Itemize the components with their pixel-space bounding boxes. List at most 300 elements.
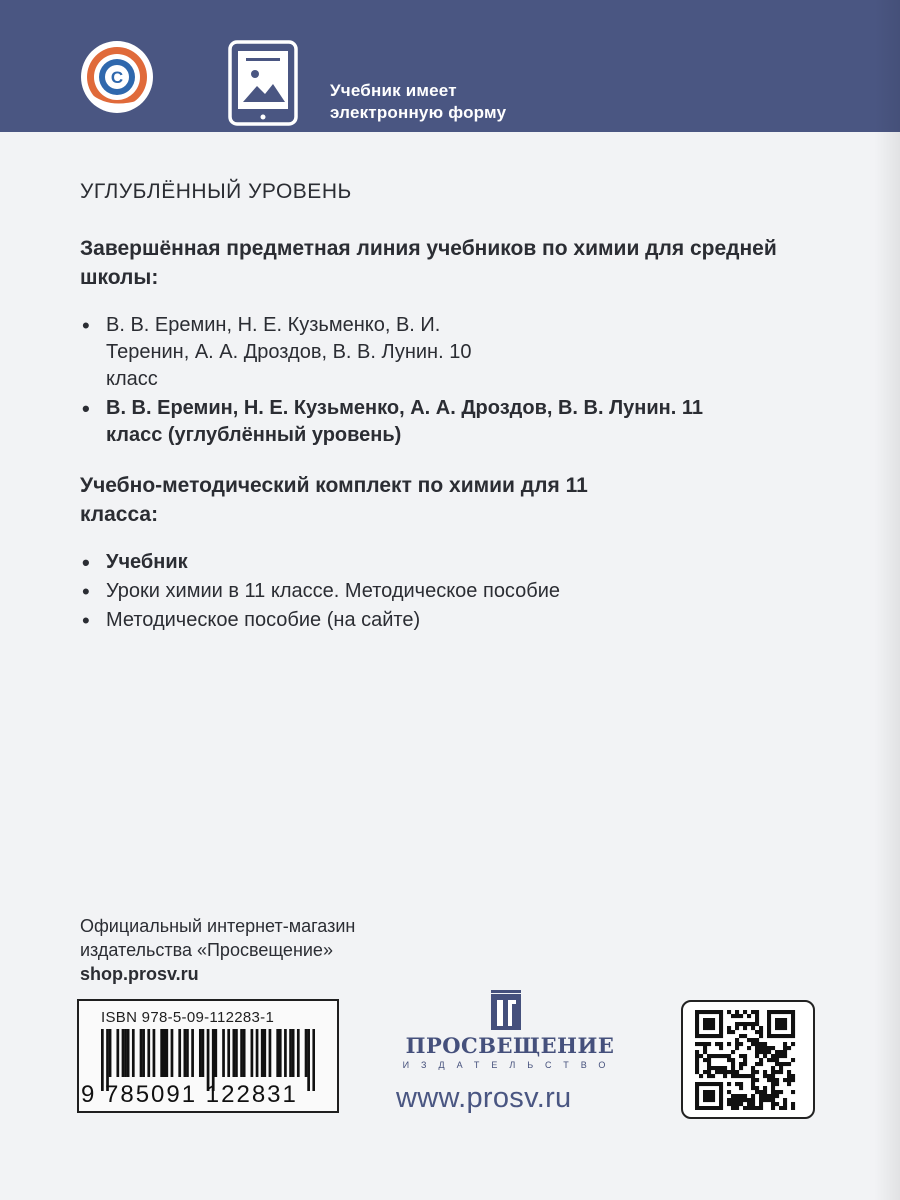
barcode-bar [214,1029,217,1077]
qr-module [695,1014,699,1018]
qr-module [747,1098,751,1102]
qr-module [743,1094,747,1098]
qr-module [739,1086,743,1090]
qr-module [711,1010,715,1014]
qr-module [715,1066,719,1070]
qr-module [751,1098,755,1102]
qr-module [731,1074,735,1078]
qr-module [715,1070,719,1074]
qr-module [715,1010,719,1014]
qr-module [715,1054,719,1058]
qr-module [743,1074,747,1078]
qr-module [739,1094,743,1098]
qr-module [707,1026,711,1030]
qr-module [783,1022,787,1026]
qr-module [755,1010,759,1014]
qr-module [739,1022,743,1026]
publisher-logo-icon [491,990,521,1030]
qr-module [703,1050,707,1054]
qr-module [707,1090,711,1094]
barcode-bar [251,1029,254,1077]
qr-module [743,1058,747,1062]
qr-module [755,1022,759,1026]
qr-module [707,1066,711,1070]
qr-module [695,1054,699,1058]
barcode-bar [292,1029,295,1077]
qr-module [763,1074,767,1078]
qr-module [755,1054,759,1058]
barcode-bar [191,1029,194,1077]
barcode-bar [124,1029,127,1077]
barcode-bar [142,1029,145,1077]
qr-module [759,1062,763,1066]
qr-module [703,1018,707,1022]
qr-module [751,1086,755,1090]
barcode-bar [127,1029,130,1077]
qr-module [695,1070,699,1074]
isbn-barcode [77,999,339,1113]
qr-module [739,1014,743,1018]
qr-module [703,1026,707,1030]
qr-module [751,1082,755,1086]
barcode-bar [305,1029,308,1077]
qr-module [719,1026,723,1030]
barcode-bar [222,1029,225,1077]
qr-module [763,1042,767,1046]
qr-module [743,1010,747,1014]
qr-module [707,1042,711,1046]
barcode-bar [132,1029,135,1077]
qr-module [715,1042,719,1046]
barcode-bar [284,1029,287,1077]
qr-module [759,1098,763,1102]
qr-module [763,1046,767,1050]
qr-module [719,1070,723,1074]
qr-module [699,1082,703,1086]
qr-module [699,1034,703,1038]
qr-module [775,1062,779,1066]
qr-module [751,1102,755,1106]
qr-module [763,1098,767,1102]
qr-module [751,1038,755,1042]
copyright-globe-icon [78,38,156,116]
qr-module [759,1046,763,1050]
list-item: • Методическое пособие (на сайте) [80,607,840,634]
textbook-line-list [80,312,840,449]
qr-module [767,1022,771,1026]
qr-module [767,1046,771,1050]
barcode-bar [261,1029,264,1077]
qr-module [695,1062,699,1066]
qr-module [791,1014,795,1018]
qr-module [735,1014,739,1018]
cover-edge-shadow [874,0,900,1200]
qr-module [771,1054,775,1058]
qr-module [767,1050,771,1054]
qr-module [779,1026,783,1030]
barcode-bar [184,1029,187,1077]
qr-module [703,1058,707,1062]
qr-module [767,1026,771,1030]
qr-module [751,1042,755,1046]
qr-module [707,1018,711,1022]
qr-module [727,1102,731,1106]
barcode-bar [263,1029,266,1077]
qr-module [791,1026,795,1030]
eform-line-1: Учебник имеет [330,81,457,100]
qr-module [751,1106,755,1110]
qr-module [775,1070,779,1074]
qr-module [727,1030,731,1034]
qr-module [743,1106,747,1110]
barcode-bar [153,1029,156,1077]
qr-module [739,1066,743,1070]
qr-module [767,1098,771,1102]
qr-module [731,1094,735,1098]
qr-module [699,1054,703,1058]
level-label: УГЛУБЛЁННЫЙ УРОВЕНЬ [80,180,352,203]
qr-module [707,1094,711,1098]
qr-module [783,1010,787,1014]
barcode-bar [122,1029,125,1077]
barcode-bar [140,1029,143,1077]
qr-module [739,1074,743,1078]
qr-module [727,1054,731,1058]
qr-module [727,1082,731,1086]
qr-module [791,1078,795,1082]
qr-module [767,1078,771,1082]
qr-module [707,1062,711,1066]
qr-module [703,1106,707,1110]
qr-module [719,1030,723,1034]
qr-module [783,1034,787,1038]
qr-module [735,1070,739,1074]
qr-module [747,1038,751,1042]
kit-list [80,549,840,634]
qr-module [751,1078,755,1082]
qr-module [719,1018,723,1022]
tablet-icon [227,40,299,126]
qr-module [707,1010,711,1014]
qr-module [763,1054,767,1058]
qr-module [719,1102,723,1106]
barcode-bar [235,1029,238,1077]
qr-module [751,1074,755,1078]
qr-module [707,1074,711,1078]
qr-module [759,1058,763,1062]
qr-module [747,1102,751,1106]
qr-module [779,1062,783,1066]
qr-module [771,1078,775,1082]
qr-module [759,1102,763,1106]
qr-module [731,1098,735,1102]
qr-module [775,1026,779,1030]
qr-module [711,1054,715,1058]
qr-module [747,1074,751,1078]
qr-module [731,1030,735,1034]
qr-module [771,1066,775,1070]
qr-module [783,1078,787,1082]
qr-module [695,1082,699,1086]
qr-module [775,1058,779,1062]
qr-module [755,1038,759,1042]
qr-module [767,1094,771,1098]
qr-module [695,1058,699,1062]
qr-module [767,1034,771,1038]
publisher-name: ПРОСВЕЩЕНИЕ [405,1033,615,1058]
qr-module [719,1066,723,1070]
qr-module [711,1074,715,1078]
qr-module [699,1010,703,1014]
qr-module [731,1062,735,1066]
list-item: • В. В. Еремин, Н. Е. Кузьменко, В. И. Теренин, А. А. Дроздов, В. В. Лунин. 10 класс [80,312,526,393]
qr-module [787,1034,791,1038]
qr-module [719,1034,723,1038]
barcode-bar [227,1029,230,1077]
qr-module [787,1082,791,1086]
qr-module [747,1022,751,1026]
qr-module [779,1070,783,1074]
qr-module [743,1022,747,1026]
barcode-bar [243,1029,246,1077]
qr-module [791,1030,795,1034]
barcode-bar [165,1029,168,1077]
qr-module [783,1062,787,1066]
qr-module [747,1046,751,1050]
qr-module [771,1034,775,1038]
qr-module [787,1070,791,1074]
qr-module [703,1046,707,1050]
qr-module [755,1106,759,1110]
qr-module [783,1054,787,1058]
qr-module [771,1058,775,1062]
qr-module [767,1030,771,1034]
qr-module [755,1070,759,1074]
qr-module [755,1090,759,1094]
qr-module [711,1090,715,1094]
qr-module [711,1098,715,1102]
qr-module [707,1082,711,1086]
qr-module [719,1046,723,1050]
qr-module [767,1018,771,1022]
svg-text:C: C [110,68,124,87]
qr-module [779,1050,783,1054]
qr-module [699,1074,703,1078]
qr-module [719,1010,723,1014]
qr-module [695,1026,699,1030]
shop-url[interactable]: shop.prosv.ru [80,964,199,984]
qr-module [747,1014,751,1018]
qr-module [759,1026,763,1030]
qr-module [767,1010,771,1014]
qr-module [759,1050,763,1054]
qr-module [771,1094,775,1098]
qr-module [791,1106,795,1110]
qr-module [731,1014,735,1018]
qr-module [707,1022,711,1026]
qr-module [723,1066,727,1070]
qr-module [711,1106,715,1110]
qr-module [711,1082,715,1086]
qr-module [751,1070,755,1074]
qr-module [735,1022,739,1026]
qr-module [727,1090,731,1094]
qr-module [771,1090,775,1094]
qr-module [767,1058,771,1062]
barcode-bar [289,1029,292,1077]
qr-module [695,1106,699,1110]
electronic-form-note [330,80,506,124]
qr-module [735,1082,739,1086]
qr-module [783,1098,787,1102]
barcode-bar [160,1029,163,1077]
qr-module [783,1042,787,1046]
isbn-label: ISBN 978-5-09-112283-1 [101,1009,275,1026]
qr-module [711,1066,715,1070]
qr-module [783,1102,787,1106]
qr-module [719,1094,723,1098]
qr-module [759,1042,763,1046]
qr-module [727,1010,731,1014]
qr-module [755,1014,759,1018]
qr-module [695,1102,699,1106]
qr-module [779,1066,783,1070]
qr-module [775,1050,779,1054]
qr-module [707,1070,711,1074]
shop-line-1: Официальный интернет-магазин [80,916,356,936]
barcode-bar [269,1029,272,1077]
qr-module [723,1074,727,1078]
list-item: • Уроки химии в 11 классе. Методическое пособие [80,578,840,605]
qr-module [771,1106,775,1110]
line-title: Завершённая предметная линия учебников по химии для средней школы: [80,237,777,289]
qr-module [775,1034,779,1038]
qr-module [735,1098,739,1102]
qr-module [743,1026,747,1030]
qr-module [763,1070,767,1074]
qr-module [763,1090,767,1094]
qr-module [727,1070,731,1074]
qr-module [763,1050,767,1054]
qr-module [787,1010,791,1014]
qr-module [735,1102,739,1106]
kit-title: Учебно-методический комплект по химии для 11 класса: [80,474,588,526]
qr-module [731,1050,735,1054]
qr-module [783,1050,787,1054]
qr-module [695,1094,699,1098]
publisher-subtitle: ИЗДАТЕЛЬСТВО [402,1060,618,1070]
barcode-bar [297,1029,300,1077]
qr-module [787,1074,791,1078]
qr-module [731,1058,735,1062]
qr-module [787,1078,791,1082]
qr-module [719,1086,723,1090]
qr-module [775,1010,779,1014]
qr-module [751,1026,755,1030]
qr-module [707,1106,711,1110]
barcode-bar [232,1029,235,1077]
qr-code-icon [695,1010,799,1110]
qr-module [791,1018,795,1022]
qr-module [767,1014,771,1018]
qr-module [739,1082,743,1086]
qr-module [695,1042,699,1046]
qr-module [739,1034,743,1038]
qr-module [719,1054,723,1058]
qr-module [751,1010,755,1014]
qr-module [763,1086,767,1090]
qr-module [715,1106,719,1110]
qr-module [775,1094,779,1098]
qr-module [719,1014,723,1018]
qr-module [735,1010,739,1014]
qr-module [735,1094,739,1098]
qr-module [735,1046,739,1050]
qr-module [743,1034,747,1038]
qr-module [783,1046,787,1050]
qr-module [751,1066,755,1070]
barcode-bar [116,1029,119,1077]
qr-module [719,1098,723,1102]
qr-module [759,1030,763,1034]
qr-module [727,1058,731,1062]
qr-module [755,1062,759,1066]
list-item: • В. В. Еремин, Н. Е. Кузьменко, А. А. Дроздов, В. В. Лунин. 11 класс (углублённый уровень) [80,395,746,449]
barcode-bar [147,1029,150,1077]
qr-module [779,1106,783,1110]
qr-module [695,1066,699,1070]
qr-module [771,1074,775,1078]
barcode-bar [256,1029,259,1077]
qr-module [731,1102,735,1106]
qr-module [703,1022,707,1026]
qr-module [755,1046,759,1050]
qr-module [791,1090,795,1094]
qr-module [707,1058,711,1062]
qr-module [791,1074,795,1078]
qr-module [703,1082,707,1086]
qr-module [791,1010,795,1014]
qr-module [755,1050,759,1054]
qr-module [731,1106,735,1110]
qr-module [739,1098,743,1102]
qr-module [707,1054,711,1058]
qr-module [751,1094,755,1098]
qr-module [791,1042,795,1046]
qr-module [775,1018,779,1022]
qr-module [743,1054,747,1058]
qr-module [703,1090,707,1094]
qr-module [711,1022,715,1026]
qr-module [703,1042,707,1046]
barcode-bar [171,1029,174,1077]
qr-module [791,1022,795,1026]
qr-module [783,1018,787,1022]
qr-module [779,1018,783,1022]
list-item: • Учебник [80,549,840,576]
publisher-url[interactable]: www.prosv.ru [396,1082,572,1114]
barcode-bar [202,1029,205,1077]
qr-module [779,1034,783,1038]
shop-info [80,914,355,986]
qr-code[interactable] [681,1000,815,1119]
main-content [80,180,840,656]
qr-module [719,1082,723,1086]
qr-module [771,1070,775,1074]
qr-module [707,1034,711,1038]
qr-module [771,1086,775,1090]
qr-module [759,1090,763,1094]
